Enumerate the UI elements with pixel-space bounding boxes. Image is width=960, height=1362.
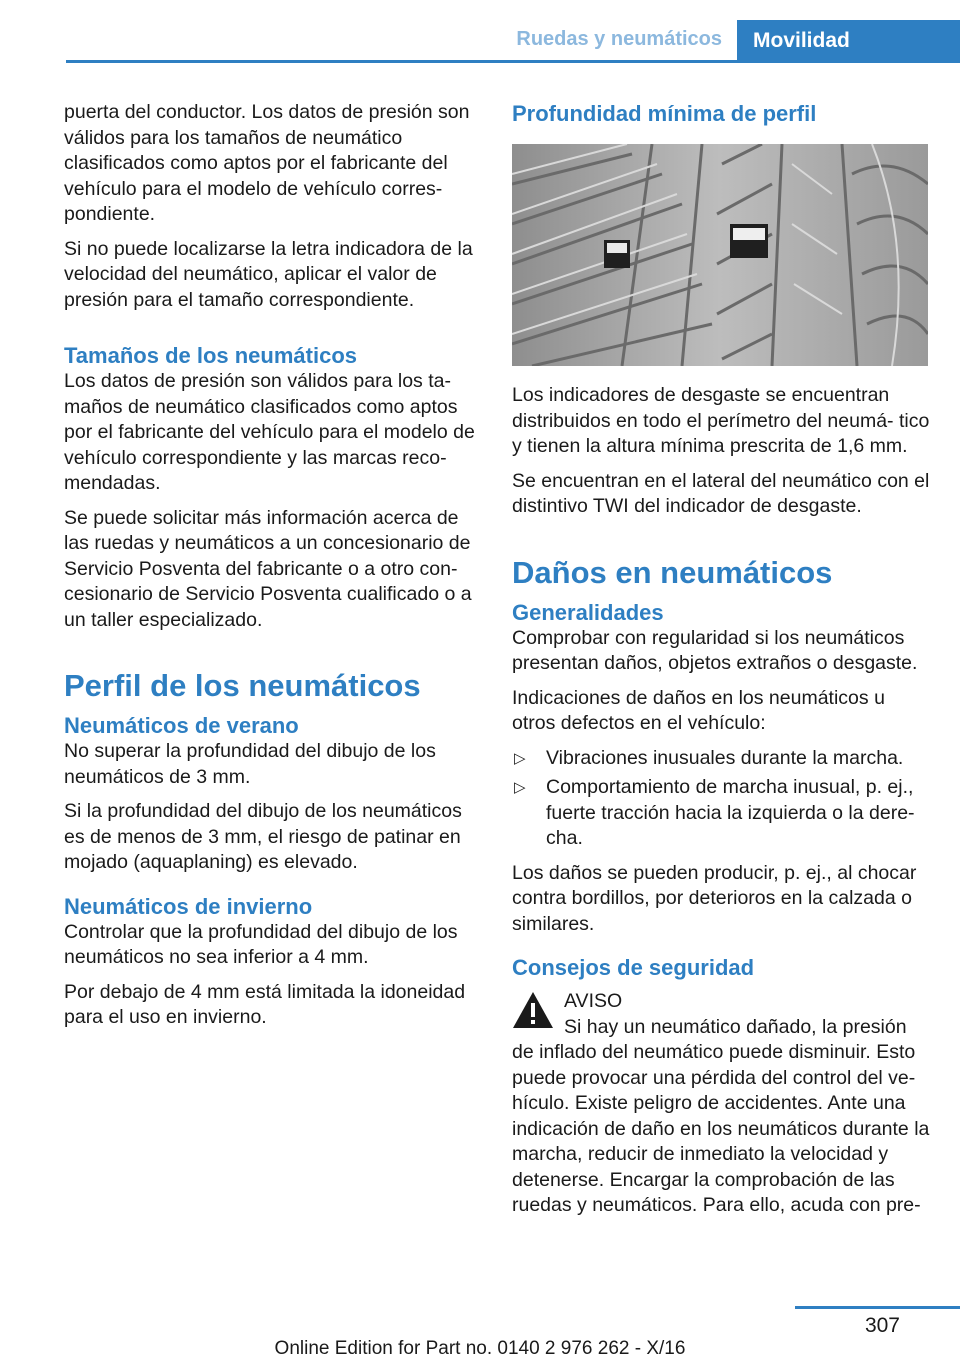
list-item: [512, 775, 932, 852]
damage-indications-list: [512, 746, 932, 852]
tread-wear-indicator-figure: [512, 144, 928, 366]
list-item: [512, 746, 932, 772]
footer-edition: Online Edition for Part no. 0140 2 976 262 - X/16: [274, 1338, 686, 1359]
heading-winter-tires: Neumáticos de invierno: [64, 893, 313, 919]
header-chapter-tab: [737, 20, 960, 61]
triangle-bullet-icon: ▷: [514, 779, 526, 796]
warning-block: [512, 989, 932, 1219]
header-chapter-label: Movilidad: [753, 28, 850, 52]
left-column: [64, 100, 482, 1040]
right-column: [512, 100, 932, 1219]
heading-tire-profile: Perfil de los neumáticos: [64, 668, 421, 703]
left-paragraph-5: No superar la profundidad del dibujo de los neumáticos de 3 mm.: [64, 740, 436, 788]
list-item-text: Vibraciones inusuales durante la marcha.: [546, 746, 904, 769]
heading-general: Generalidades: [512, 599, 664, 625]
left-paragraph-8: Por debajo de 4 mm está limitada la idoneidad para el uso en invierno.: [64, 980, 466, 1028]
heading-safety-tips: Consejos de seguridad: [512, 955, 755, 980]
left-paragraph-1: puerta del conductor. Los datos de presión son válidos para los tamaños de neumático clasificados como aptos por el fabricante del vehículo para el modelo de vehículo corres‐ pondiente.: [64, 101, 470, 225]
warning-text: de inflado del neumático puede disminuir. Esto puede provocar una pérdida del control del ve‐ hículo. Existe peligro de accidentes. Ante una indicación de daño en los neumáticos durante la marcha, reducir de inmediato la velocidad y detenerse. Encargar la comprobación de las ruedas y neumáticos. Para ello, acuda con pre‐: [512, 1041, 930, 1216]
left-paragraph-4: Se puede solicitar más información acerca de las ruedas y neumáticos a un concesionario de Servicio Posventa del fabricante o a otro con‐ cesionario de Servicio Posventa cualificado o a un taller especializado.: [64, 506, 472, 631]
left-paragraph-3: Los datos de presión son válidos para los ta‐ maños de neumático clasificados como aptos por el fabricante del vehículo para el modelo de vehículo correspondiente y las marcas reco‐ mendadas.: [64, 370, 475, 494]
tire-tread-illustration: [512, 144, 928, 366]
list-item-text: Comportamiento de marcha inusual, p. ej., fuerte tracción hacia la izquierda o la dere‐ cha.: [546, 776, 915, 849]
heading-min-tread-depth: Profundidad mínima de perfil: [512, 101, 817, 126]
right-paragraph-2: Se encuentran en el lateral del neumático con el distintivo TWI del indicador de desgaste.: [512, 469, 930, 517]
warning-text-first-line: Si hay un neumático dañado, la presión: [564, 1015, 907, 1038]
triangle-bullet-icon: ▷: [514, 749, 526, 767]
page-number: 307: [864, 1314, 900, 1337]
left-paragraph-6: Si la profundidad del dibujo de los neumáticos es de menos de 3 mm, el riesgo de patinar en mojado (aquaplaning) es elevado.: [64, 800, 462, 873]
heading-tire-damage: Daños en neumáticos: [512, 554, 833, 590]
warning-title: AVISO: [564, 990, 623, 1012]
header-section-title: Ruedas y neumáticos: [516, 28, 722, 50]
wear-indicator-left: [604, 240, 630, 268]
warning-triangle-icon: [512, 991, 554, 1029]
left-paragraph-2: Si no puede localizarse la letra indicadora de la velocidad del neumático, aplicar el valor de presión para el tamaño correspondiente.: [64, 237, 473, 311]
heading-summer-tires: Neumáticos de verano: [64, 713, 299, 738]
wear-indicator-right: [730, 224, 768, 258]
right-paragraph-5: Los daños se pueden producir, p. ej., al chocar contra bordillos, por deterioros en la calzada o similares.: [512, 861, 917, 935]
heading-tire-sizes: Tamaños de los neumáticos: [64, 343, 358, 368]
footer-rule: [795, 1306, 960, 1309]
left-paragraph-7: Controlar que la profundidad del dibujo de los neumáticos no sea inferior a 4 mm.: [64, 920, 458, 968]
right-paragraph-3: Comprobar con regularidad si los neumáticos presentan daños, objetos extraños o desgaste.: [512, 626, 918, 674]
right-paragraph-4: Indicaciones de daños en los neumáticos u otros defectos en el vehículo:: [512, 686, 885, 734]
right-paragraph-1: Los indicadores de desgaste se encuentran distribuidos en todo el perímetro del neumá‐ tico y tienen la altura mínima prescrita de 1,6 mm.: [512, 384, 930, 457]
